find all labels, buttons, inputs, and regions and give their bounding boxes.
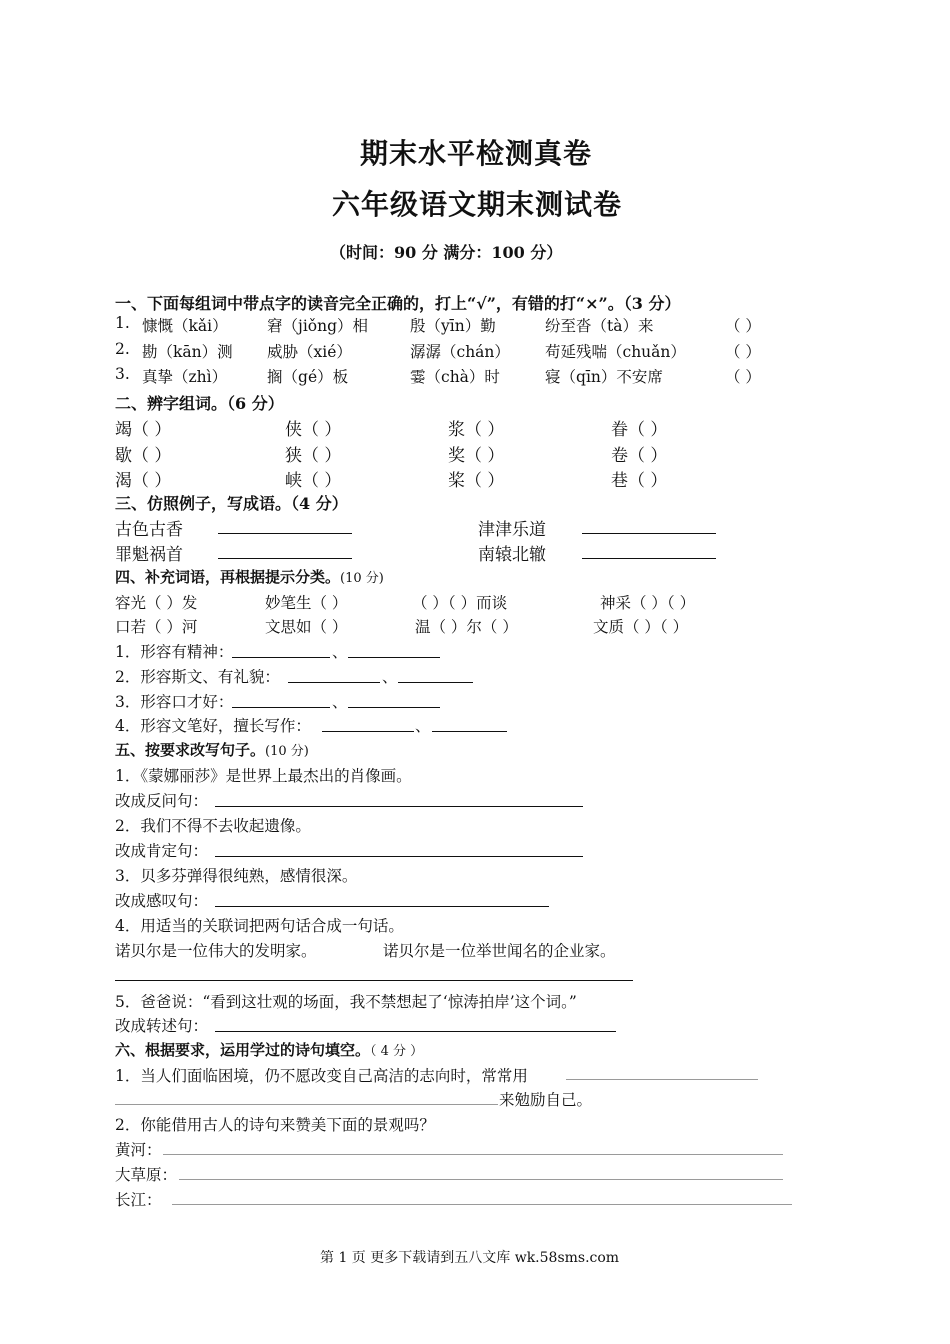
s1-row-3: 3. 真挚（zhì） 搁（gé）板 霎（chà）时 寝（qīn）不安席 （ ） <box>115 365 761 386</box>
answer-line[interactable] <box>232 707 330 708</box>
answer-blank: （ ） <box>725 317 761 335</box>
idiom-example: 罪魁祸首 <box>115 545 183 565</box>
idiom-example: 南辕北辙 <box>478 545 546 565</box>
answer-line[interactable] <box>582 558 716 559</box>
idiom-example: 古色古香 <box>115 520 183 540</box>
s4-q4: 4．形容文笔好，擅长写作： <box>115 717 311 735</box>
answer-line[interactable] <box>215 1031 616 1032</box>
s5-sentence-4a: 诺贝尔是一位伟大的发明家。 <box>115 942 317 960</box>
answer-line[interactable] <box>398 682 473 683</box>
answer-line[interactable] <box>432 731 507 732</box>
answer-blank: （ ） <box>725 343 761 361</box>
answer-line[interactable] <box>215 906 549 907</box>
s5-sentence-2: 2．我们不得不去收起遗像。 <box>115 817 311 835</box>
answer-line[interactable] <box>232 657 330 658</box>
answer-line[interactable] <box>163 1154 783 1155</box>
s4-q3: 3．形容口才好： <box>115 693 234 711</box>
answer-line[interactable] <box>115 980 633 981</box>
answer-line[interactable] <box>348 707 440 708</box>
answer-line[interactable] <box>172 1204 792 1205</box>
exam-time-score: （时间：90 分 满分：100 分） <box>330 243 563 262</box>
s5-sentence-5: 5．爸爸说：“看到这壮观的场面，我不禁想起了‘惊涛拍岸’这个词。” <box>115 993 577 1011</box>
label-huanghe: 黄河： <box>115 1141 162 1159</box>
answer-blank: （ ） <box>725 368 761 386</box>
s6-question-1-end: 来勉励自己。 <box>499 1091 593 1109</box>
answer-line[interactable] <box>566 1079 758 1080</box>
s5-sentence-1: 1．《蒙娜丽莎》是世界上最杰出的肖像画。 <box>115 767 412 785</box>
s5-answer-label-3: 改成感叹句： <box>115 892 209 910</box>
answer-line[interactable] <box>115 1104 498 1105</box>
s6-question-1: 1．当人们面临困境，仍不愿改变自己高洁的志向时，常常用 <box>115 1067 528 1085</box>
label-caoyuan: 大草原： <box>115 1166 178 1184</box>
s5-answer-label-5: 改成转述句： <box>115 1017 209 1035</box>
s5-sentence-4: 4．用适当的关联词把两句话合成一句话。 <box>115 917 404 935</box>
s5-sentence-4b: 诺贝尔是一位举世闻名的企业家。 <box>383 942 616 960</box>
answer-line[interactable] <box>582 533 716 534</box>
answer-line[interactable] <box>348 657 440 658</box>
idiom-example: 津津乐道 <box>478 520 546 540</box>
section-5-heading: 五、按要求改写句子。(10 分) <box>115 741 309 759</box>
answer-line[interactable] <box>288 682 380 683</box>
s6-question-2: 2．你能借用古人的诗句来赞美下面的景观吗？ <box>115 1116 435 1134</box>
separator: 、 <box>415 717 431 735</box>
section-2-heading: 二、辨字组词。（6 分） <box>115 394 284 413</box>
exam-subtitle-title: 六年级语文期末测试卷 <box>332 188 623 221</box>
s1-row-1: 1. 慷慨（kǎi） 窘（jiǒng）相 殷（yīn）勤 纷至沓（tà）来 （ ） <box>115 314 761 335</box>
answer-line[interactable] <box>218 533 352 534</box>
s1-row-2: 2. 勘（kān）测 威胁（xié） 潺潺（chán） 苟延残喘（chuǎn） （ ） <box>115 340 761 361</box>
answer-line[interactable] <box>215 806 583 807</box>
exam-title: 期末水平检测真卷 <box>360 137 593 170</box>
label-changjiang: 长江： <box>115 1191 162 1209</box>
answer-line[interactable] <box>215 856 583 857</box>
s4-q1: 1．形容有精神： <box>115 643 234 661</box>
separator: 、 <box>332 693 348 711</box>
section-6-heading: 六、根据要求，运用学过的诗句填空。（ 4 分 ） <box>115 1041 424 1059</box>
answer-line[interactable] <box>218 558 352 559</box>
answer-line[interactable] <box>322 731 414 732</box>
s5-answer-label-1: 改成反问句： <box>115 792 209 810</box>
separator: 、 <box>382 668 398 686</box>
s4-q2: 2．形容斯文、有礼貌： <box>115 668 280 686</box>
separator: 、 <box>332 643 348 661</box>
page-footer: 第 1 页 更多下载请到五八文库 wk.58sms.com <box>320 1250 620 1266</box>
answer-line[interactable] <box>179 1179 783 1180</box>
section-3-heading: 三、仿照例子，写成语。（4 分） <box>115 494 348 513</box>
section-1-heading: 一、下面每组词中带点字的读音完全正确的，打上“√”，有错的打“×”。（3 分） <box>115 294 681 313</box>
s5-sentence-3: 3．贝多芬弹得很纯熟，感情很深。 <box>115 867 358 885</box>
s5-answer-label-2: 改成肯定句： <box>115 842 209 860</box>
section-4-heading: 四、补充词语，再根据提示分类。(10 分) <box>115 568 384 586</box>
